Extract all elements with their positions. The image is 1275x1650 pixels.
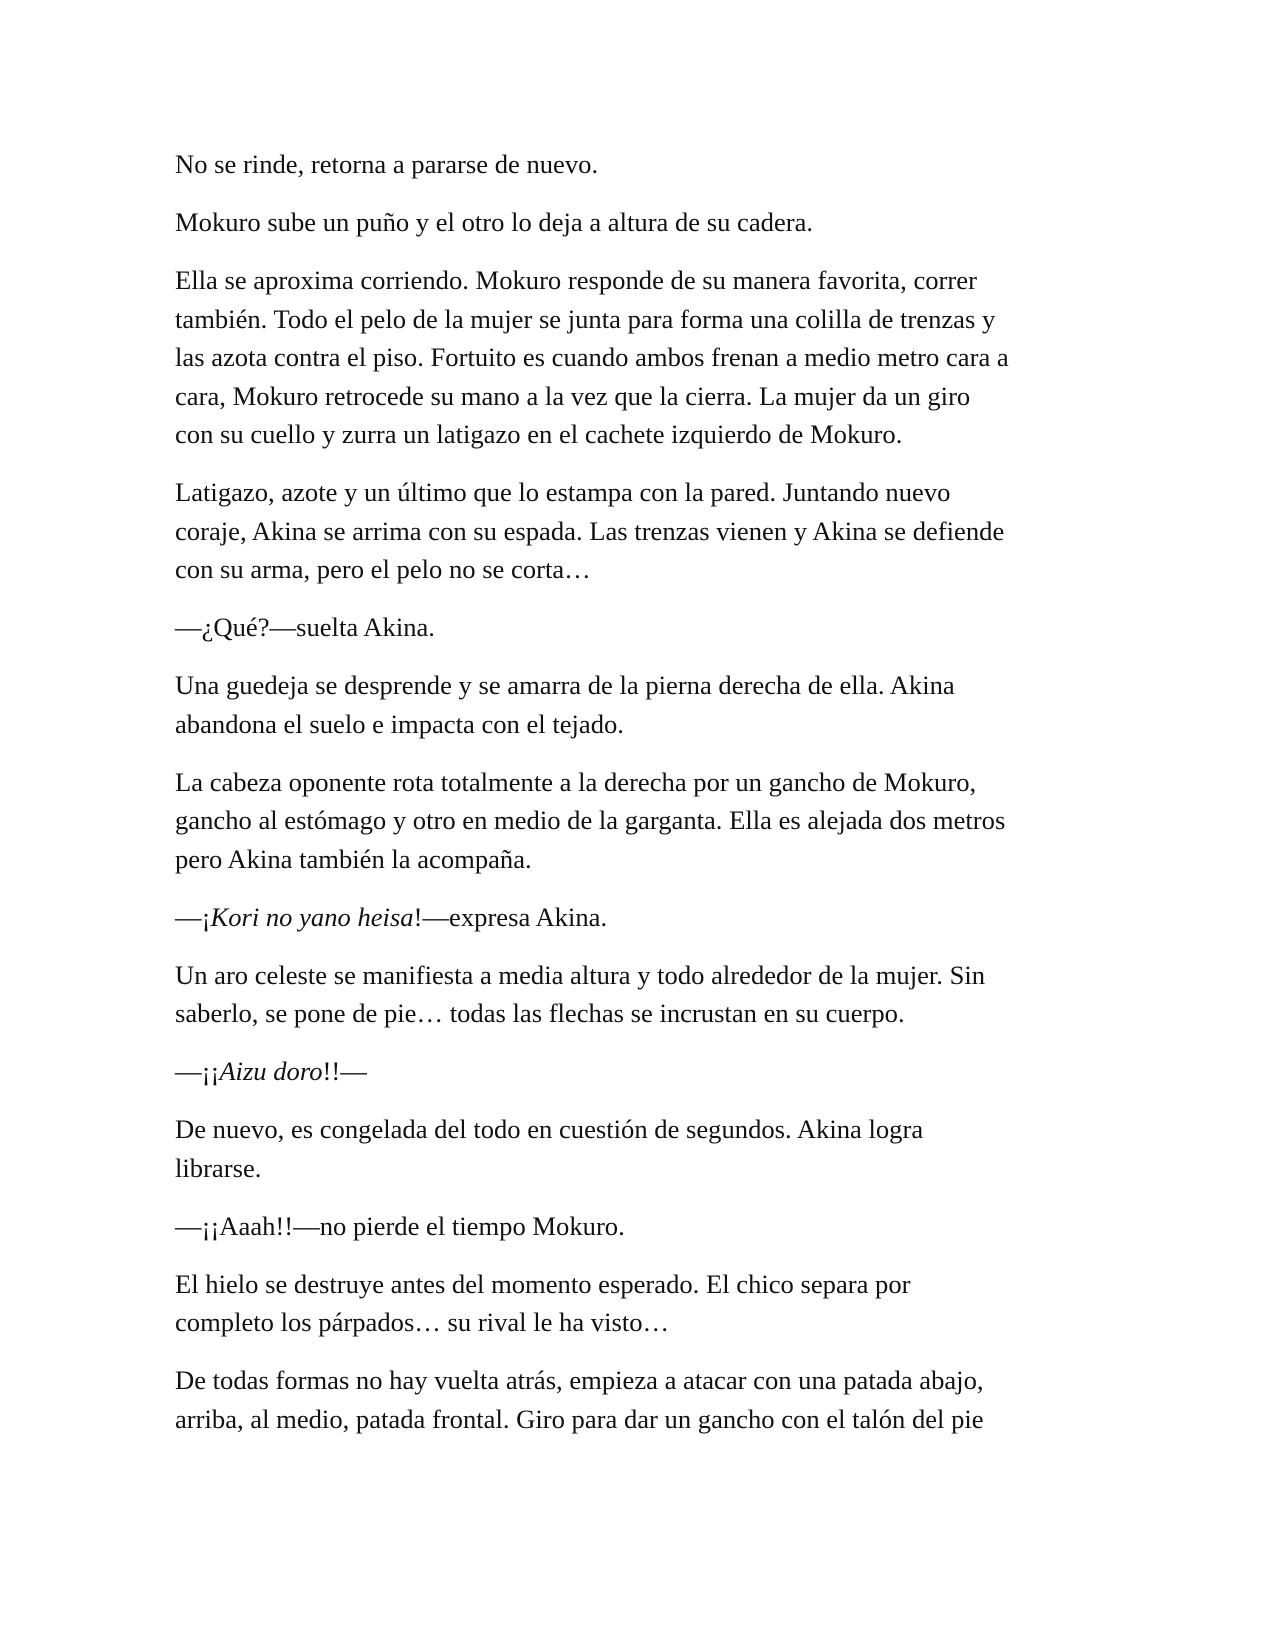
text-line bbox=[175, 261, 1105, 300]
paragraph bbox=[175, 1110, 1105, 1187]
text-segment: Un aro celeste se manifiesta a media altura y todo alrededor de la mujer. Sin bbox=[175, 959, 986, 990]
text-line bbox=[175, 1303, 1105, 1342]
text-line bbox=[175, 550, 1105, 589]
text-segment: las azota contra el piso. Fortuito es cuando ambos frenan a medio metro cara a bbox=[175, 342, 1009, 372]
paragraph bbox=[175, 763, 1105, 879]
text-segment: con su cuello y zurra un latigazo en el cachete izquierdo de Mokuro. bbox=[175, 419, 903, 449]
text-segment: —¡¡ bbox=[175, 1056, 220, 1086]
text-segment: Latigazo, azote y un último que lo estampa con la pared. Juntando nuevo bbox=[175, 477, 951, 507]
text-segment: librarse. bbox=[175, 1152, 262, 1183]
text-line bbox=[175, 608, 1105, 647]
paragraph bbox=[175, 1265, 1105, 1342]
text-line bbox=[175, 1052, 1105, 1091]
text-segment: con su arma, pero el pelo no se corta… bbox=[175, 554, 591, 584]
paragraph bbox=[175, 473, 1105, 589]
text-line bbox=[175, 840, 1105, 879]
paragraph bbox=[175, 145, 1105, 184]
text-line bbox=[175, 994, 1105, 1033]
text-segment: La cabeza oponente rota totalmente a la derecha por un gancho de Mokuro, bbox=[175, 766, 977, 797]
paragraph bbox=[175, 666, 1105, 743]
text-line bbox=[175, 956, 1105, 995]
text-segment: gancho al estómago y otro en medio de la garganta. Ella es alejada dos metros bbox=[175, 805, 1006, 835]
text-segment: De nuevo, es congelada del todo en cuestión de segundos. Akina logra bbox=[175, 1114, 924, 1144]
body-text bbox=[175, 145, 1105, 1458]
text-line bbox=[175, 473, 1105, 512]
paragraph bbox=[175, 1052, 1105, 1091]
text-segment: pero Akina también la acompaña. bbox=[175, 843, 532, 874]
text-segment: —¿Qué?—suelta Akina. bbox=[175, 612, 435, 642]
text-line bbox=[175, 1400, 1105, 1439]
text-segment: —¡ bbox=[175, 901, 211, 932]
italic-text: Aizu doro bbox=[219, 1056, 323, 1086]
text-line bbox=[175, 801, 1105, 840]
text-segment: Una guedeja se desprende y se amarra de la pierna derecha de ella. Akina bbox=[175, 670, 955, 700]
text-segment: !!— bbox=[322, 1056, 367, 1086]
text-segment: arriba, al medio, patada frontal. Giro para dar un gancho con el talón del pie bbox=[175, 1403, 984, 1434]
text-segment: El hielo se destruye antes del momento esperado. El chico separa por bbox=[175, 1268, 911, 1299]
text-line bbox=[175, 1265, 1105, 1304]
text-line bbox=[175, 512, 1105, 551]
text-line bbox=[175, 203, 1105, 242]
text-segment: —¡¡Aaah!!—no pierde el tiempo Mokuro. bbox=[175, 1210, 625, 1241]
paragraph bbox=[175, 898, 1105, 937]
text-segment: completo los párpados… su rival le ha visto… bbox=[175, 1307, 670, 1337]
text-line bbox=[175, 1110, 1105, 1149]
paragraph bbox=[175, 1207, 1105, 1246]
text-segment: coraje, Akina se arrima con su espada. Las trenzas vienen y Akina se defiende bbox=[175, 515, 1005, 546]
text-segment: Ella se aproxima corriendo. Mokuro responde de su manera favorita, correr bbox=[175, 265, 977, 295]
text-segment: cara, Mokuro retrocede su mano a la vez que la cierra. La mujer da un giro bbox=[175, 380, 971, 411]
text-segment: No se rinde, retorna a pararse de nuevo. bbox=[175, 149, 599, 179]
paragraph bbox=[175, 1361, 1105, 1438]
text-segment: !—expresa Akina. bbox=[413, 901, 608, 932]
text-line bbox=[175, 377, 1105, 416]
text-line bbox=[175, 898, 1105, 937]
text-line bbox=[175, 300, 1105, 339]
text-segment: saberlo, se pone de pie… todas las flechas se incrustan en su cuerpo. bbox=[175, 998, 905, 1028]
text-segment: abandona el suelo e impacta con el tejado. bbox=[175, 708, 624, 739]
text-segment: De todas formas no hay vuelta atrás, empieza a atacar con una patada abajo, bbox=[175, 1365, 984, 1395]
paragraph bbox=[175, 203, 1105, 242]
italic-text: Kori no yano heisa bbox=[210, 901, 414, 932]
paragraph bbox=[175, 608, 1105, 647]
text-segment: también. Todo el pelo de la mujer se junta para forma una colilla de trenzas y bbox=[175, 303, 996, 334]
paragraph bbox=[175, 956, 1105, 1033]
text-line bbox=[175, 666, 1105, 705]
text-line bbox=[175, 705, 1105, 744]
text-line bbox=[175, 1361, 1105, 1400]
text-line bbox=[175, 1149, 1105, 1188]
text-segment: Mokuro sube un puño y el otro lo deja a altura de su cadera. bbox=[175, 207, 814, 237]
text-line bbox=[175, 338, 1105, 377]
text-line bbox=[175, 415, 1105, 454]
text-line bbox=[175, 145, 1105, 184]
paragraph bbox=[175, 261, 1105, 454]
text-line bbox=[175, 763, 1105, 802]
text-line bbox=[175, 1207, 1105, 1246]
